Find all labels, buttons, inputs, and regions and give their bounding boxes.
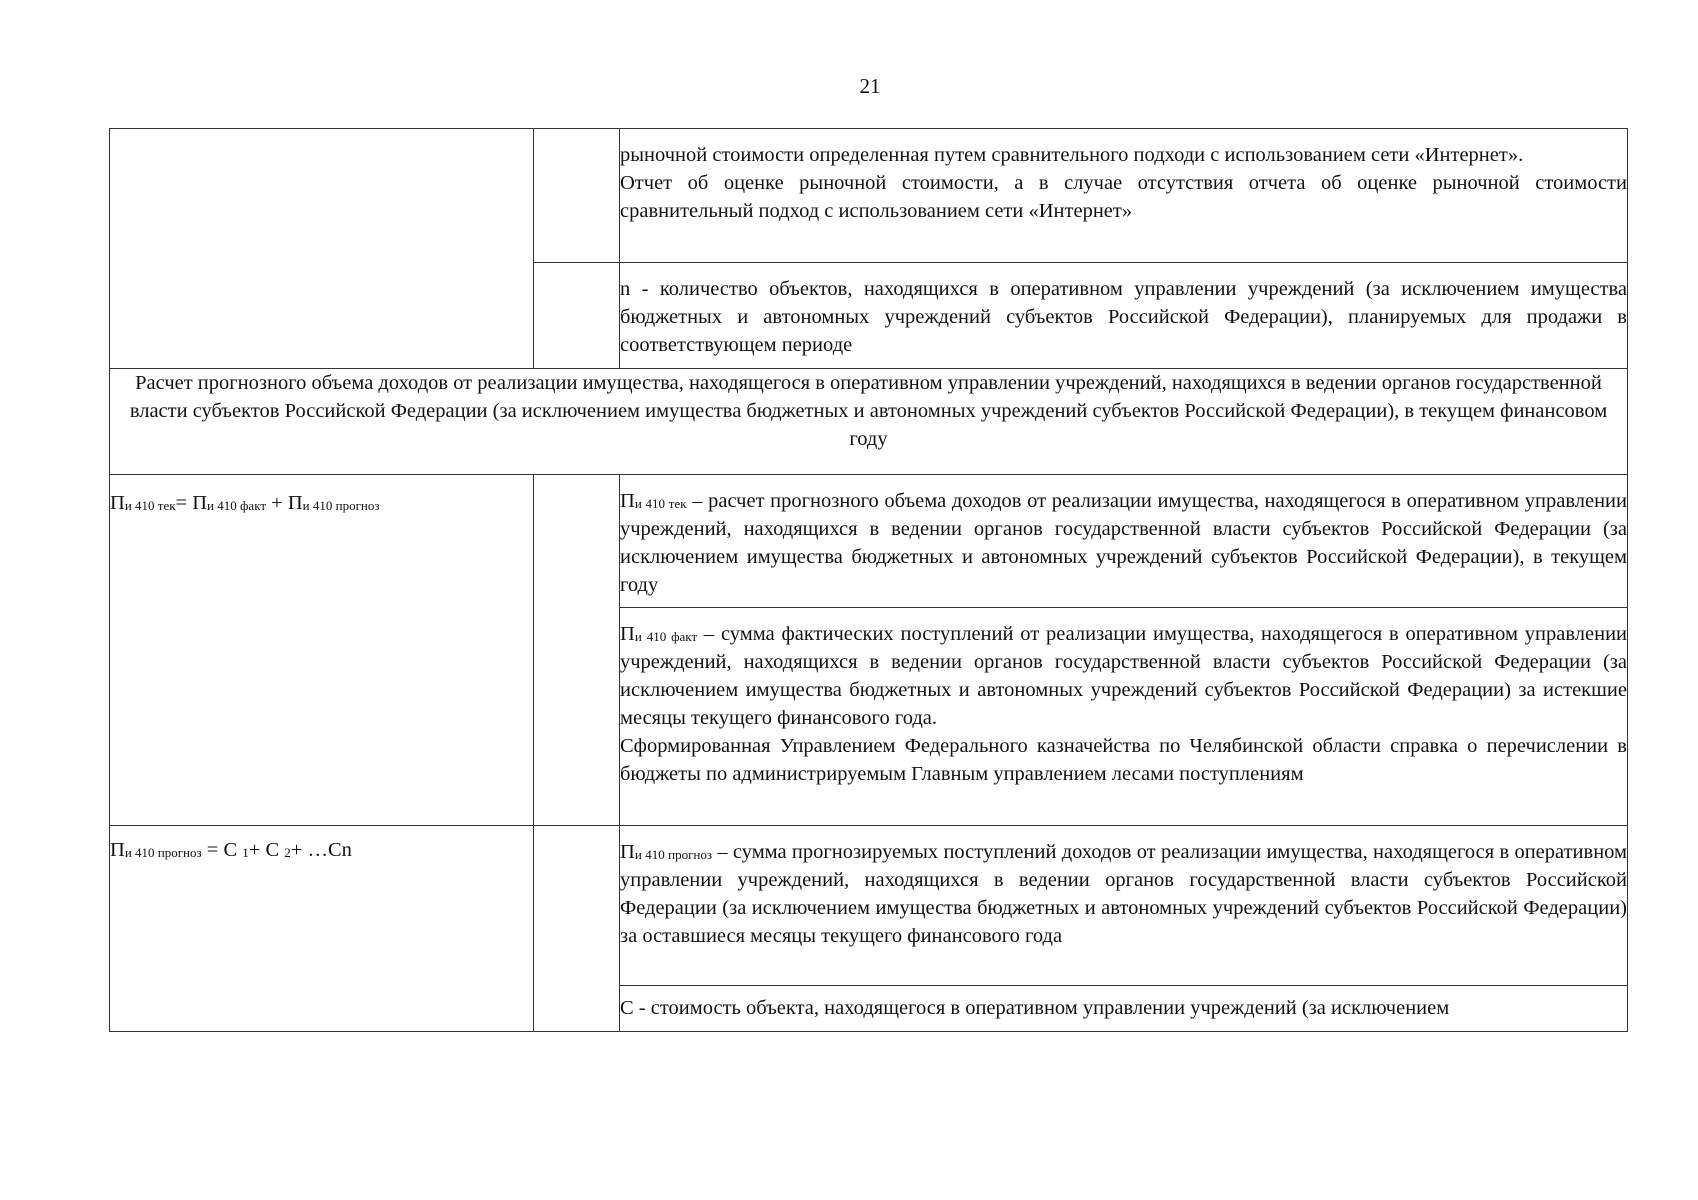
formula-subscript: и 410 прогноз xyxy=(634,847,713,862)
formula-operator: = xyxy=(175,492,193,514)
description-text xyxy=(620,620,1627,732)
formula-operator: + …Cn xyxy=(290,839,352,861)
formula-subscript: и 410 прогноз xyxy=(302,498,380,513)
formula-tek xyxy=(110,492,380,514)
formula-operator: = C xyxy=(201,839,243,861)
formula-symbol: П xyxy=(287,492,303,514)
description-body: – сумма прогнозируемых поступлений доходов от реализации имущества, находящегося в оперативном управлении учреждений, находящихся в ведении органов государственной власти субъектов Российской Федерации (за исключением имущества бюджетных и автономных учреждений субъектов Российской Федерации) за оставшиеся месяцы текущего финансового года xyxy=(620,841,1628,947)
formula-symbol: П xyxy=(620,841,635,863)
description-text xyxy=(620,838,1627,950)
formula-subscript: и 410 прогноз xyxy=(124,845,202,860)
indicator-cell-empty xyxy=(534,129,620,263)
source-text: Сформированная Управлением Федерального казначейства по Челябинской области справка о перечислении в бюджеты по администрируемым Главным управлением лесами поступлениям xyxy=(620,735,1627,785)
source-text: Отчет об оценке рыночной стоимости, а в случае отсутствия отчета об оценке рыночной стоимости сравнительный подход с использованием сети «Интернет» xyxy=(620,172,1627,222)
table-row xyxy=(110,129,1628,263)
description-text: рыночной стоимости определенная путем сравнительного подходи с использованием сети «Интернет». xyxy=(620,144,1524,166)
description-cell xyxy=(620,129,1628,263)
description-text: n - количество объектов, находящихся в оперативном управлении учреждений (за исключением имущества бюджетных и автономных учреждений субъектов Российской Федерации), планируемых для продажи в соответствующем периоде xyxy=(620,278,1627,356)
methodology-table xyxy=(109,128,1628,1032)
formula-cell xyxy=(110,475,534,826)
description-text xyxy=(620,487,1627,599)
page-number: 21 xyxy=(859,74,881,98)
formula-subscript: и 410 факт xyxy=(207,498,267,513)
indicator-cell-empty xyxy=(534,475,620,826)
indicator-cell-empty xyxy=(534,826,620,1032)
formula-cell xyxy=(110,826,534,1032)
formula-subscript: и 410 факт xyxy=(634,629,698,644)
table-row xyxy=(110,475,1628,608)
formula-subscript: и 410 тек xyxy=(124,498,176,513)
description-text: C - стоимость объекта, находящегося в оперативном управлении учреждений (за исключением xyxy=(620,997,1450,1019)
formula-subscript: 2 xyxy=(284,845,291,860)
table-row xyxy=(110,369,1628,475)
formula-subscript: и 410 тек xyxy=(634,496,687,511)
description-cell xyxy=(620,475,1628,608)
formula-prognoz xyxy=(110,839,352,861)
description-cell xyxy=(620,986,1628,1032)
table-row xyxy=(110,826,1628,986)
formula-symbol: П xyxy=(110,492,125,514)
description-body: – сумма фактических поступлений от реализации имущества, находящегося в оперативном управлении учреждений, находящихся в ведении органов государственной власти субъектов Российской Федерации (за исключением имущества бюджетных и автономных учреждений субъектов Российской Федерации) за истекшие месяцы текущего финансового года. xyxy=(620,623,1628,729)
formula-symbol: П xyxy=(620,490,635,512)
formula-operator: + xyxy=(266,492,288,514)
description-cell xyxy=(620,608,1628,826)
formula-symbol: П xyxy=(192,492,208,514)
formula-operator: + C xyxy=(248,839,285,861)
section-header: Расчет прогнозного объема доходов от реализации имущества, находящегося в оперативном управлении учреждений, находящихся в ведении органов государственной власти субъектов Российской Федерации (за исключением имущества бюджетных и автономных учреждений субъектов Российской Федерации), в текущем финансовом году xyxy=(110,369,1628,475)
formula-subscript: 1 xyxy=(242,845,249,860)
formula-symbol: П xyxy=(620,623,635,645)
formula-cell-empty xyxy=(110,129,534,369)
description-body: – расчет прогнозного объема доходов от реализации имущества, находящегося в оперативном управлении учреждений, находящихся в ведении органов государственной власти субъектов Российской Федерации (за исключением имущества бюджетных и автономных учреждений субъектов Российской Федерации), в текущем году xyxy=(620,490,1627,596)
formula-symbol: П xyxy=(110,839,125,861)
indicator-cell-empty xyxy=(534,263,620,369)
description-cell xyxy=(620,263,1628,369)
description-cell xyxy=(620,826,1628,986)
